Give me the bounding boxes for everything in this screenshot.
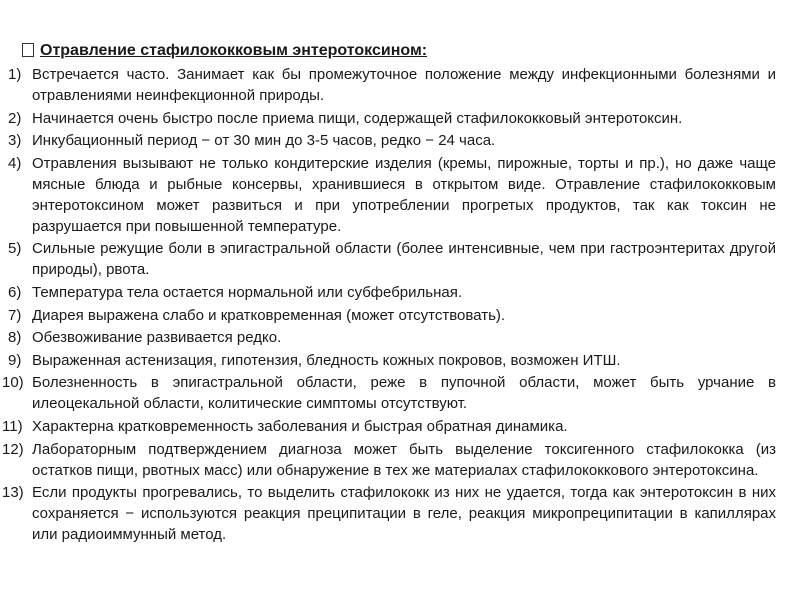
item-number: 5) bbox=[8, 240, 22, 258]
item-number: 6) bbox=[8, 283, 22, 301]
item-text: Начинается очень быстро после приема пищи, содержащей стафилококковый энтеротоксин. bbox=[32, 109, 683, 127]
item-text: Болезненность в эпигастральной области, реже в пупочной области, может быть урчание в илеоцекальной области, колитические симптомы отсутствуют. bbox=[32, 374, 776, 413]
list-item bbox=[8, 282, 776, 303]
list-item bbox=[8, 108, 776, 129]
item-text: Выраженная астенизация, гипотензия, бледность кожных покровов, возможен ИТШ. bbox=[32, 351, 621, 369]
item-number: 11) bbox=[2, 417, 23, 435]
item-text: Сильные режущие боли в эпигастральной области (более интенсивные, чем при гастроэнтеритах другой природы), рвота. bbox=[32, 240, 776, 279]
list-item bbox=[8, 238, 776, 280]
slide-content bbox=[2, 40, 776, 547]
item-text: Характерна кратковременность заболевания и быстрая обратная динамика. bbox=[32, 417, 568, 435]
item-number: 7) bbox=[8, 306, 22, 324]
list-item bbox=[8, 305, 776, 326]
list-item bbox=[2, 482, 776, 545]
list-item bbox=[2, 416, 776, 437]
item-text: Инкубационный период − от 30 мин до 3-5 часов, редко − 24 часа. bbox=[32, 132, 496, 150]
list-item bbox=[8, 327, 776, 348]
list-item bbox=[2, 372, 776, 414]
item-number: 4) bbox=[8, 154, 22, 172]
bullet-icon bbox=[22, 43, 34, 57]
item-text: Обезвоживание развивается редко. bbox=[32, 329, 282, 347]
item-text: Диарея выражена слабо и кратковременная (может отсутствовать). bbox=[32, 306, 506, 324]
item-number: 13) bbox=[2, 484, 24, 502]
item-text: Отравления вызывают не только кондитерские изделия (кремы, пирожные, торты и пр.), но даже чаще мясные блюда и рыбные консервы, хранившиеся в открытом виде. Отравление стафилококковым энтеротоксином может развиться и при употреблении прогретых продуктов, так как токсин не разрушается при повышенной температуре. bbox=[32, 154, 776, 235]
list-item bbox=[8, 153, 776, 237]
item-number: 8) bbox=[8, 329, 22, 347]
title-text: Отравление стафилококковым энтеротоксином: bbox=[40, 42, 428, 59]
numbered-list bbox=[2, 64, 776, 545]
item-number: 12) bbox=[2, 440, 24, 458]
item-text: Если продукты прогревались, то выделить стафилококк из них не удается, тогда как энтеротоксин в них сохраняется − используются реакция преципитации в геле, реакция микропреципитации в капиллярах или радиоиммунный метод. bbox=[32, 484, 776, 544]
item-text: Встречается часто. Занимает как бы промежуточное положение между инфекционными болезнями и отравлениями неинфекционной природы. bbox=[32, 66, 776, 104]
slide-title bbox=[8, 40, 776, 62]
item-number: 10) bbox=[2, 374, 24, 392]
item-number: 2) bbox=[8, 109, 22, 127]
item-number: 3) bbox=[8, 132, 22, 150]
item-number: 9) bbox=[8, 351, 22, 369]
item-text: Температура тела остается нормальной или субфебрильная. bbox=[32, 283, 462, 301]
item-number: 1) bbox=[8, 66, 22, 83]
list-item bbox=[2, 439, 776, 481]
item-text: Лабораторным подтверждением диагноза может быть выделение токсигенного стафилококка (из остатков пищи, рвотных масс) или обнаружение в тех же материалах стафилококкового энтеротоксина. bbox=[32, 440, 776, 479]
list-item bbox=[8, 64, 776, 106]
list-item bbox=[8, 130, 776, 151]
list-item bbox=[8, 350, 776, 371]
